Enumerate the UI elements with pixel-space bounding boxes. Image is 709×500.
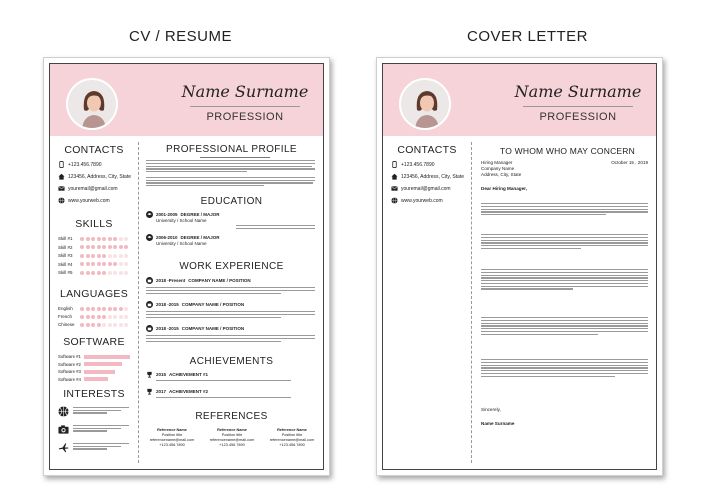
rating-dot <box>91 262 95 266</box>
rating-dot <box>124 271 128 275</box>
rating-dot <box>108 254 112 258</box>
language-label: French <box>58 314 73 319</box>
rating-dot <box>113 315 117 319</box>
achievement-year: 2015 <box>156 372 167 377</box>
globe-icon <box>391 197 398 204</box>
rating-dot <box>108 323 112 327</box>
rating-dot <box>119 237 123 241</box>
rating-dot <box>113 323 117 327</box>
languages-title: LANGUAGES <box>59 288 129 300</box>
reference-email: referencename@mail.com <box>269 438 315 442</box>
software-label: Software #4 <box>58 376 81 382</box>
software-level-bar <box>84 377 108 381</box>
skill-row <box>58 236 128 241</box>
education-title: EDUCATION <box>200 196 263 207</box>
rating-dot <box>91 307 95 311</box>
rating-dot <box>108 315 112 319</box>
rating-dot <box>102 237 106 241</box>
education-degree: DEGREE / MAJOR <box>180 212 220 217</box>
education-years: 2006-2010 <box>156 235 178 240</box>
achievements-title: ACHIEVEMENTS <box>189 356 274 367</box>
email-icon <box>391 185 398 192</box>
reference-phone: +123.456.7890 <box>159 443 185 447</box>
resume-right-column <box>140 136 323 469</box>
rating-dot <box>80 271 84 275</box>
cover-title: TO WHOM WHO MAY CONCERN <box>500 146 635 156</box>
skill-rating <box>80 245 128 249</box>
rating-dot <box>113 237 117 241</box>
rating-dot <box>124 245 128 249</box>
rating-dot <box>80 262 84 266</box>
rating-dot <box>91 315 95 319</box>
software-label: Software #3 <box>58 369 81 374</box>
software-row <box>58 377 134 382</box>
rating-dot <box>86 245 90 249</box>
language-row <box>58 306 130 311</box>
language-rating <box>80 323 128 327</box>
rating-dot <box>108 245 112 249</box>
rating-dot <box>91 237 95 241</box>
cover-letter-heading: COVER LETTER <box>467 28 589 45</box>
rating-dot <box>97 254 101 258</box>
rating-dot <box>119 271 123 275</box>
contact-website-text: www.yourweb.com <box>68 197 110 204</box>
education-entry <box>146 211 315 223</box>
education-text <box>236 225 315 229</box>
letter-paragraph <box>481 234 648 249</box>
home-icon <box>58 173 65 180</box>
skill-label: Skill #1 <box>58 236 73 241</box>
rating-dot <box>102 315 106 319</box>
language-label: Chinese <box>58 322 75 327</box>
cover-frame <box>382 63 657 470</box>
name-rule <box>190 106 300 107</box>
contact-address <box>58 173 131 180</box>
rating-dot <box>86 262 90 266</box>
rating-dot <box>124 254 128 258</box>
airplane-icon <box>58 442 69 453</box>
contact-address-text: 123456, Address, City, State <box>401 173 465 180</box>
reference-position: Position title <box>161 433 183 437</box>
software-row <box>58 362 134 367</box>
contact-address <box>391 173 464 180</box>
software-level-bar <box>84 370 115 374</box>
rating-dot <box>113 262 117 266</box>
education-school: University / School Name <box>156 241 207 246</box>
software-level-bar <box>84 355 130 359</box>
achievement-entry <box>146 388 315 398</box>
rating-dot <box>124 315 128 319</box>
rating-dot <box>91 323 95 327</box>
achievement-entry <box>146 371 315 381</box>
skill-rating <box>80 254 128 258</box>
recipient-line: Hiring Manager <box>481 160 513 165</box>
trophy-icon <box>146 388 153 395</box>
rating-dot <box>119 315 123 319</box>
rating-dot <box>97 307 101 311</box>
rating-dot <box>113 245 117 249</box>
phone-icon <box>58 161 65 168</box>
contacts-title: CONTACTS <box>397 144 457 156</box>
rating-dot <box>80 315 84 319</box>
skill-label: Skill #5 <box>58 270 73 275</box>
work-entry <box>146 325 315 342</box>
rating-dot <box>102 271 106 275</box>
skill-rating <box>80 237 128 241</box>
rating-dot <box>119 307 123 311</box>
rating-dot <box>119 245 123 249</box>
recipient-line: Company Name <box>481 166 515 172</box>
rating-dot <box>97 245 101 249</box>
rating-dot <box>97 237 101 241</box>
graduation-cap-icon <box>146 234 153 241</box>
reference-phone: +123.456.7890 <box>219 443 245 447</box>
home-icon <box>391 173 398 180</box>
language-row <box>58 322 130 327</box>
briefcase-icon <box>146 325 153 332</box>
achievement-title: ACHIEVEMENT #1 <box>169 372 209 377</box>
contact-website <box>391 197 443 204</box>
interest-item <box>58 442 134 453</box>
email-icon <box>58 185 65 192</box>
work-entry <box>146 301 315 318</box>
skill-rating <box>80 262 128 266</box>
profile-rule <box>200 157 270 158</box>
reference-position: Position title <box>221 433 243 437</box>
contact-address-text: 123456, Address, City, State <box>68 173 132 180</box>
contacts-title: CONTACTS <box>64 144 124 156</box>
reference-position: Position title <box>281 433 303 437</box>
work-entry <box>146 277 315 294</box>
contact-website-text: www.yourweb.com <box>401 197 443 204</box>
rating-dot <box>97 262 101 266</box>
rating-dot <box>113 254 117 258</box>
avatar <box>399 78 451 130</box>
rating-dot <box>119 262 123 266</box>
rating-dot <box>102 323 106 327</box>
language-row <box>58 314 130 319</box>
rating-dot <box>86 254 90 258</box>
recipient-line: Address, City, State <box>481 172 522 178</box>
column-divider <box>138 142 139 463</box>
resume-left-column <box>50 136 138 469</box>
letter-paragraph <box>481 317 648 335</box>
letter-paragraph <box>481 203 648 215</box>
letter-paragraph <box>481 269 648 290</box>
work-years: 2018 -2015 <box>156 326 179 331</box>
software-row <box>58 354 134 359</box>
rating-dot <box>108 307 112 311</box>
resume-name: Name Surname <box>181 82 309 101</box>
salutation: Dear Hiring Manager, <box>481 186 527 191</box>
rating-dot <box>108 237 112 241</box>
interests-title: INTERESTS <box>63 388 125 400</box>
contact-website <box>58 197 110 204</box>
cv-resume-heading: CV / RESUME <box>129 28 233 45</box>
avatar <box>66 78 118 130</box>
work-title: WORK EXPERIENCE <box>179 261 284 272</box>
graduation-cap-icon <box>146 211 153 218</box>
briefcase-icon <box>146 277 153 284</box>
interest-item <box>58 424 134 435</box>
references-title: REFERENCES <box>195 411 268 422</box>
skill-row <box>58 270 128 275</box>
contact-phone <box>58 161 102 168</box>
work-role: COMPANY NAME / POSITION <box>181 326 245 331</box>
letter-paragraph <box>481 359 648 377</box>
cover-profession: PROFESSION <box>539 111 617 123</box>
recipient-block <box>481 160 521 179</box>
education-years: 2001-2005 <box>156 212 178 217</box>
cover-name: Name Surname <box>514 82 642 101</box>
skills-title: SKILLS <box>75 218 113 230</box>
reference-name: Reference Name <box>217 428 247 432</box>
rating-dot <box>91 245 95 249</box>
rating-dot <box>108 262 112 266</box>
rating-dot <box>97 271 101 275</box>
rating-dot <box>86 307 90 311</box>
reference-name: Reference Name <box>277 428 307 432</box>
resume-profession: PROFESSION <box>206 111 284 123</box>
skill-rating <box>80 271 128 275</box>
work-years: 2018 -Present <box>156 278 186 283</box>
cover-letter-page <box>376 57 663 476</box>
basketball-icon <box>58 406 69 417</box>
globe-icon <box>58 197 65 204</box>
rating-dot <box>91 254 95 258</box>
rating-dot <box>102 262 106 266</box>
contact-phone <box>391 161 435 168</box>
rating-dot <box>80 245 84 249</box>
contact-email-text: youremail@gmail.com <box>401 185 451 192</box>
briefcase-icon <box>146 301 153 308</box>
reference-card <box>142 428 202 448</box>
rating-dot <box>80 307 84 311</box>
work-role: COMPANY NAME / POSITION <box>181 302 245 307</box>
education-degree: DEGREE / MAJOR <box>180 235 220 240</box>
trophy-icon <box>146 371 153 378</box>
software-label: Software #1 <box>58 354 81 359</box>
contact-phone-text: +123.456.7890 <box>401 161 435 168</box>
software-title: SOFTWARE <box>63 336 125 348</box>
rating-dot <box>119 323 123 327</box>
camera-icon <box>58 424 69 435</box>
profile-text <box>146 160 315 186</box>
rating-dot <box>119 254 123 258</box>
software-row <box>58 369 134 374</box>
rating-dot <box>124 262 128 266</box>
skill-label: Skill #4 <box>58 261 73 267</box>
rating-dot <box>91 271 95 275</box>
rating-dot <box>102 254 106 258</box>
software-level-bar <box>84 362 122 366</box>
rating-dot <box>113 307 117 311</box>
rating-dot <box>108 271 112 275</box>
rating-dot <box>124 323 128 327</box>
name-rule <box>523 106 633 107</box>
education-entry <box>146 234 315 246</box>
resume-page <box>43 57 330 476</box>
contact-email <box>58 185 118 192</box>
skill-label: Skill #3 <box>58 253 73 258</box>
contact-email-text: youremail@gmail.com <box>68 185 118 192</box>
reference-name: Reference Name <box>157 428 187 432</box>
rating-dot <box>97 315 101 319</box>
reference-email: referencename@mail.com <box>149 438 195 442</box>
rating-dot <box>86 271 90 275</box>
rating-dot <box>124 237 128 241</box>
education-school: University / School Name <box>156 218 207 223</box>
rating-dot <box>97 323 101 327</box>
rating-dot <box>124 307 128 311</box>
closing: Sincerely, <box>481 407 501 412</box>
software-label: Software #2 <box>58 361 81 367</box>
skill-row <box>58 262 128 267</box>
resume-frame <box>49 63 324 470</box>
achievement-title: ACHIEVEMENT #2 <box>169 389 209 394</box>
language-rating <box>80 307 128 311</box>
rating-dot <box>80 237 84 241</box>
rating-dot <box>102 245 106 249</box>
reference-phone: +123.456.7890 <box>279 443 305 447</box>
work-role: COMPANY NAME / POSITION <box>188 278 251 283</box>
language-rating <box>80 315 128 319</box>
rating-dot <box>80 254 84 258</box>
language-label: English <box>58 306 73 311</box>
achievement-year: 2017 <box>156 389 167 394</box>
reference-email: referencename@mail.com <box>209 438 255 442</box>
reference-card <box>202 428 262 448</box>
column-divider <box>471 142 472 463</box>
rating-dot <box>86 237 90 241</box>
rating-dot <box>86 323 90 327</box>
interest-item <box>58 406 134 417</box>
skill-row <box>58 253 128 258</box>
rating-dot <box>80 323 84 327</box>
phone-icon <box>391 161 398 168</box>
signature: Name Surname <box>481 421 515 426</box>
contact-email <box>391 185 451 192</box>
rating-dot <box>102 307 106 311</box>
rating-dot <box>86 315 90 319</box>
work-years: 2018 -2015 <box>156 302 179 307</box>
contact-phone-text: +123.456.7890 <box>68 161 102 168</box>
rating-dot <box>113 271 117 275</box>
reference-card <box>262 428 322 448</box>
profile-title: PROFESSIONAL PROFILE <box>166 144 297 155</box>
skill-label: Skill #2 <box>58 244 73 250</box>
skill-row <box>58 245 128 250</box>
letter-date: October 15 , 2019 <box>611 160 648 165</box>
cover-left-column <box>383 136 471 469</box>
